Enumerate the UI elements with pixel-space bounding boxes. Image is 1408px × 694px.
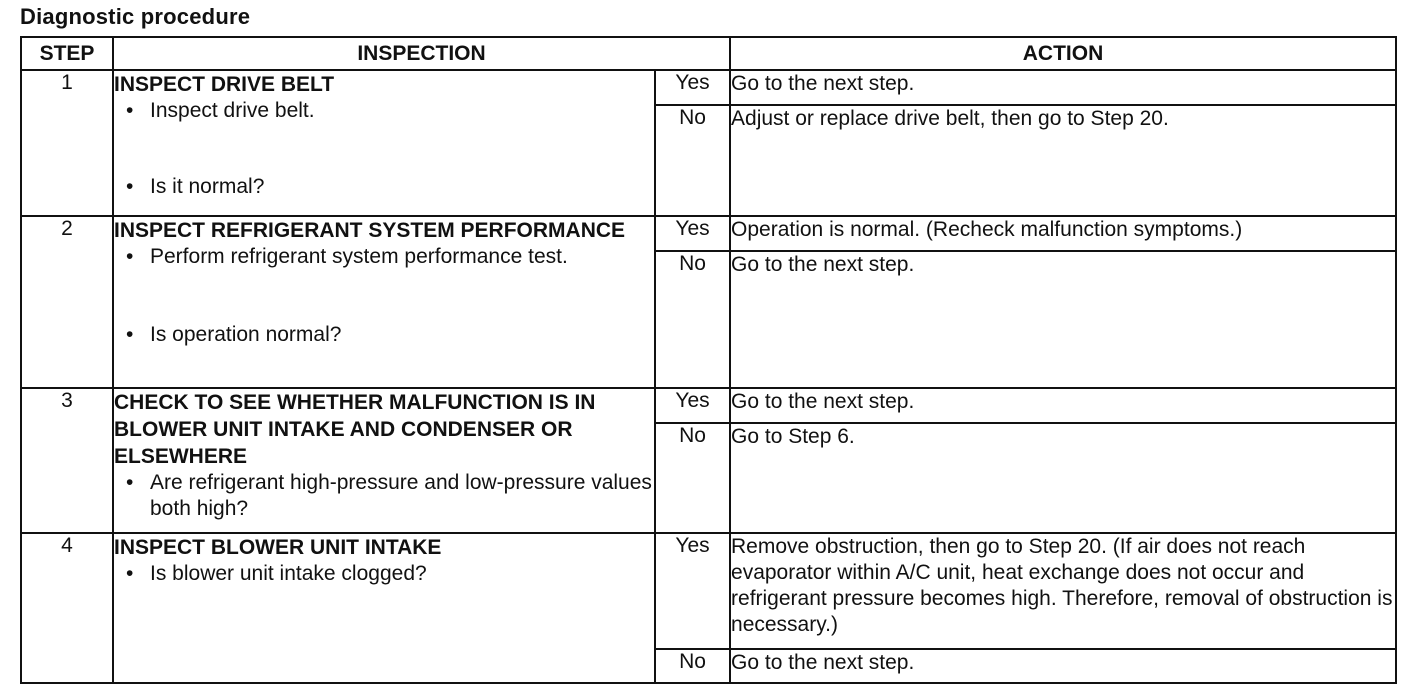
yes-action: Go to the next step.: [730, 388, 1396, 423]
bullet-item: • Is operation normal?: [114, 322, 654, 348]
yes-label: Yes: [655, 533, 730, 649]
yes-label: Yes: [655, 216, 730, 251]
inspection-cell: [113, 533, 655, 683]
inspection-bullets: [114, 470, 654, 522]
yes-action: Go to the next step.: [730, 70, 1396, 105]
step-number: 1: [21, 70, 113, 216]
bullet-item: • Is it normal?: [114, 174, 654, 200]
document-title: Diagnostic procedure: [20, 4, 251, 29]
header-inspection: INSPECTION: [113, 37, 730, 70]
inspection-title: INSPECT DRIVE BELT: [114, 73, 335, 97]
yes-action: Remove obstruction, then go to Step 20. (If air does not reach evaporator within A/C unit, heat exchange does not occur and refrigerant pressure becomes high. Therefore, removal of obstruction is necessary.): [730, 533, 1396, 649]
inspection-bullets: [114, 244, 654, 348]
table-row: [21, 388, 1396, 423]
inspection-bullets: [114, 561, 654, 587]
bullet-item: • Perform refrigerant system performance test.: [114, 244, 654, 270]
no-label: No: [655, 649, 730, 683]
inspection-cell: [113, 388, 655, 533]
no-label: No: [655, 423, 730, 533]
inspection-bullets: [114, 98, 654, 200]
bullet-item: • Are refrigerant high-pressure and low-pressure values both high?: [114, 470, 654, 522]
step-number: 2: [21, 216, 113, 388]
no-action: Go to Step 6.: [730, 423, 1396, 533]
no-action: Adjust or replace drive belt, then go to Step 20.: [730, 105, 1396, 216]
no-label: No: [655, 105, 730, 216]
table-row: [21, 533, 1396, 649]
inspection-title: CHECK TO SEE WHETHER MALFUNCTION IS IN BLOWER UNIT INTAKE AND CONDENSER OR ELSEWHERE: [114, 391, 596, 469]
inspection-title: INSPECT BLOWER UNIT INTAKE: [114, 536, 442, 559]
table-row: [21, 216, 1396, 251]
bullet-item: • Is blower unit intake clogged?: [114, 561, 654, 587]
inspection-title: INSPECT REFRIGERANT SYSTEM PERFORMANCE: [114, 219, 626, 243]
no-label: No: [655, 251, 730, 388]
step-number: 4: [21, 533, 113, 683]
diagnostic-table: [20, 36, 1397, 684]
bullet-item: • Inspect drive belt.: [114, 98, 654, 124]
table-row: [21, 70, 1396, 105]
yes-action: Operation is normal. (Recheck malfunction symptoms.): [730, 216, 1396, 251]
no-action: Go to the next step.: [730, 649, 1396, 683]
yes-label: Yes: [655, 388, 730, 423]
header-step: STEP: [21, 37, 113, 70]
inspection-cell: [113, 70, 655, 216]
step-number: 3: [21, 388, 113, 533]
header-row: [21, 37, 1396, 70]
no-action: Go to the next step.: [730, 251, 1396, 388]
yes-label: Yes: [655, 70, 730, 105]
inspection-cell: [113, 216, 655, 388]
header-action: ACTION: [730, 37, 1396, 70]
